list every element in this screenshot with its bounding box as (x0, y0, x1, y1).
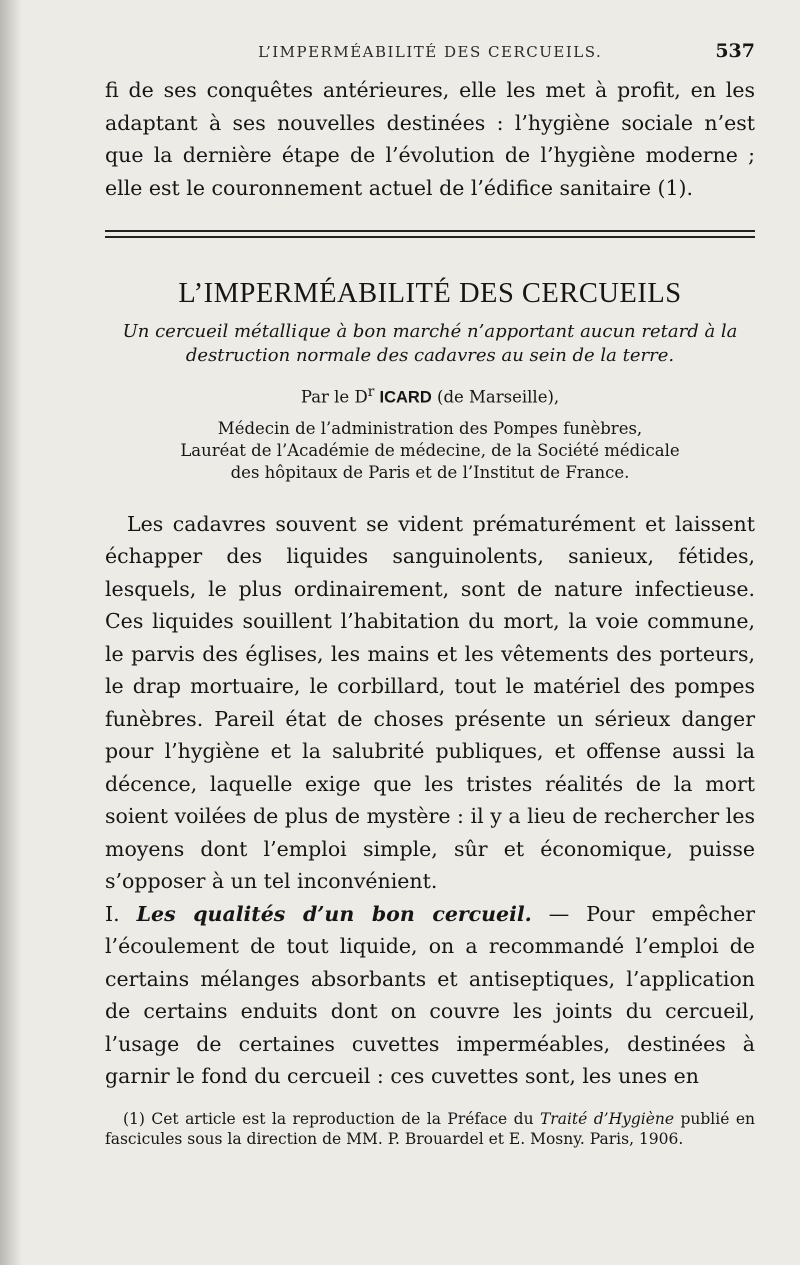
running-head (105, 40, 755, 74)
footnote (105, 1109, 755, 1149)
credentials-line-2: Lauréat de l’Académie de médecine, de la Société médicale (180, 440, 680, 460)
author-name: ICARD (379, 388, 432, 407)
section-paragraph (105, 898, 755, 1093)
footnote-number: (1) (123, 1109, 145, 1128)
author-credentials (105, 418, 755, 484)
footnote-book-title: Traité d’Hygiène (539, 1109, 675, 1128)
article-subtitle: Un cercueil métallique à bon marché n’apportant aucun retard à la destruction normale des cadavres au sein de la terre. (122, 321, 738, 366)
running-title: L’IMPERMÉABILITÉ DES CERCUEILS. (258, 43, 603, 61)
section-divider (105, 230, 755, 238)
byline-prefix: Par le D (300, 387, 368, 407)
footnote-text-before: Cet article est la reproduction de la Préface du (151, 1109, 534, 1128)
continued-paragraph: fi de ses conquêtes antérieures, elle les met à profit, en les adaptant à ses nouvelles destinées : l’hygiène sociale n’est que la dernière étape de l’évolution de l’hygiène moderne ; elle est le couronnement actuel de l’édifice sanitaire (1). (105, 78, 755, 200)
page-content (105, 40, 755, 1149)
credentials-line-1: Médecin de l’administration des Pompes funèbres, (217, 418, 643, 438)
section-heading: Les qualités d’un bon cercueil. (136, 901, 532, 926)
article-title: L’IMPERMÉABILITÉ DES CERCUEILS (178, 278, 682, 309)
intro-paragraph: Les cadavres souvent se vident prématurément et laissent échapper des liquides sanguinolents, sanieux, fétides, lesquels, le plus ordinairement, sont de nature infectieuse. Ces liquides souillent l’habitation du mort, la voie commune, le parvis des églises, les mains et les vêtements des porteurs, le drap mortuaire, le corbillard, tout le matériel des pompes funèbres. Pareil état de choses présente un sérieux danger pour l’hygiène et la salubrité publiques, et offense aussi la décence, laquelle exige que les tristes réalités de la mort soient voilées de plus de mystère : il y a lieu de rechercher les moyens dont l’emploi simple, sûr et économique, puisse s’opposer à un tel inconvénient. (105, 511, 755, 893)
separator-mark (105, 484, 755, 508)
page-number: 537 (715, 40, 755, 62)
gutter-shadow (0, 0, 22, 1265)
section-number: I. (105, 901, 120, 926)
byline-suffix: (de Marseille), (437, 387, 560, 407)
footnote-text-after: publié en fascicules sous la direction de MM. P. Brouardel et E. Mosny. Paris, 1906. (105, 1109, 755, 1148)
byline-sup: r (367, 384, 375, 400)
credentials-line-3: des hôpitaux de Paris et de l’Institut de France. (230, 462, 630, 482)
byline (105, 380, 755, 410)
section-text: — Pour empêcher l’écoulement de tout liquide, on a recommandé l’emploi de certains mélanges absorbants et antiseptiques, l’application de certains enduits dont on couvre les joints du cercueil, l’usage de certaines cuvettes imperméables, destinées à garnir le fond du cercueil : ces cuvettes sont, les unes en (105, 901, 755, 1088)
